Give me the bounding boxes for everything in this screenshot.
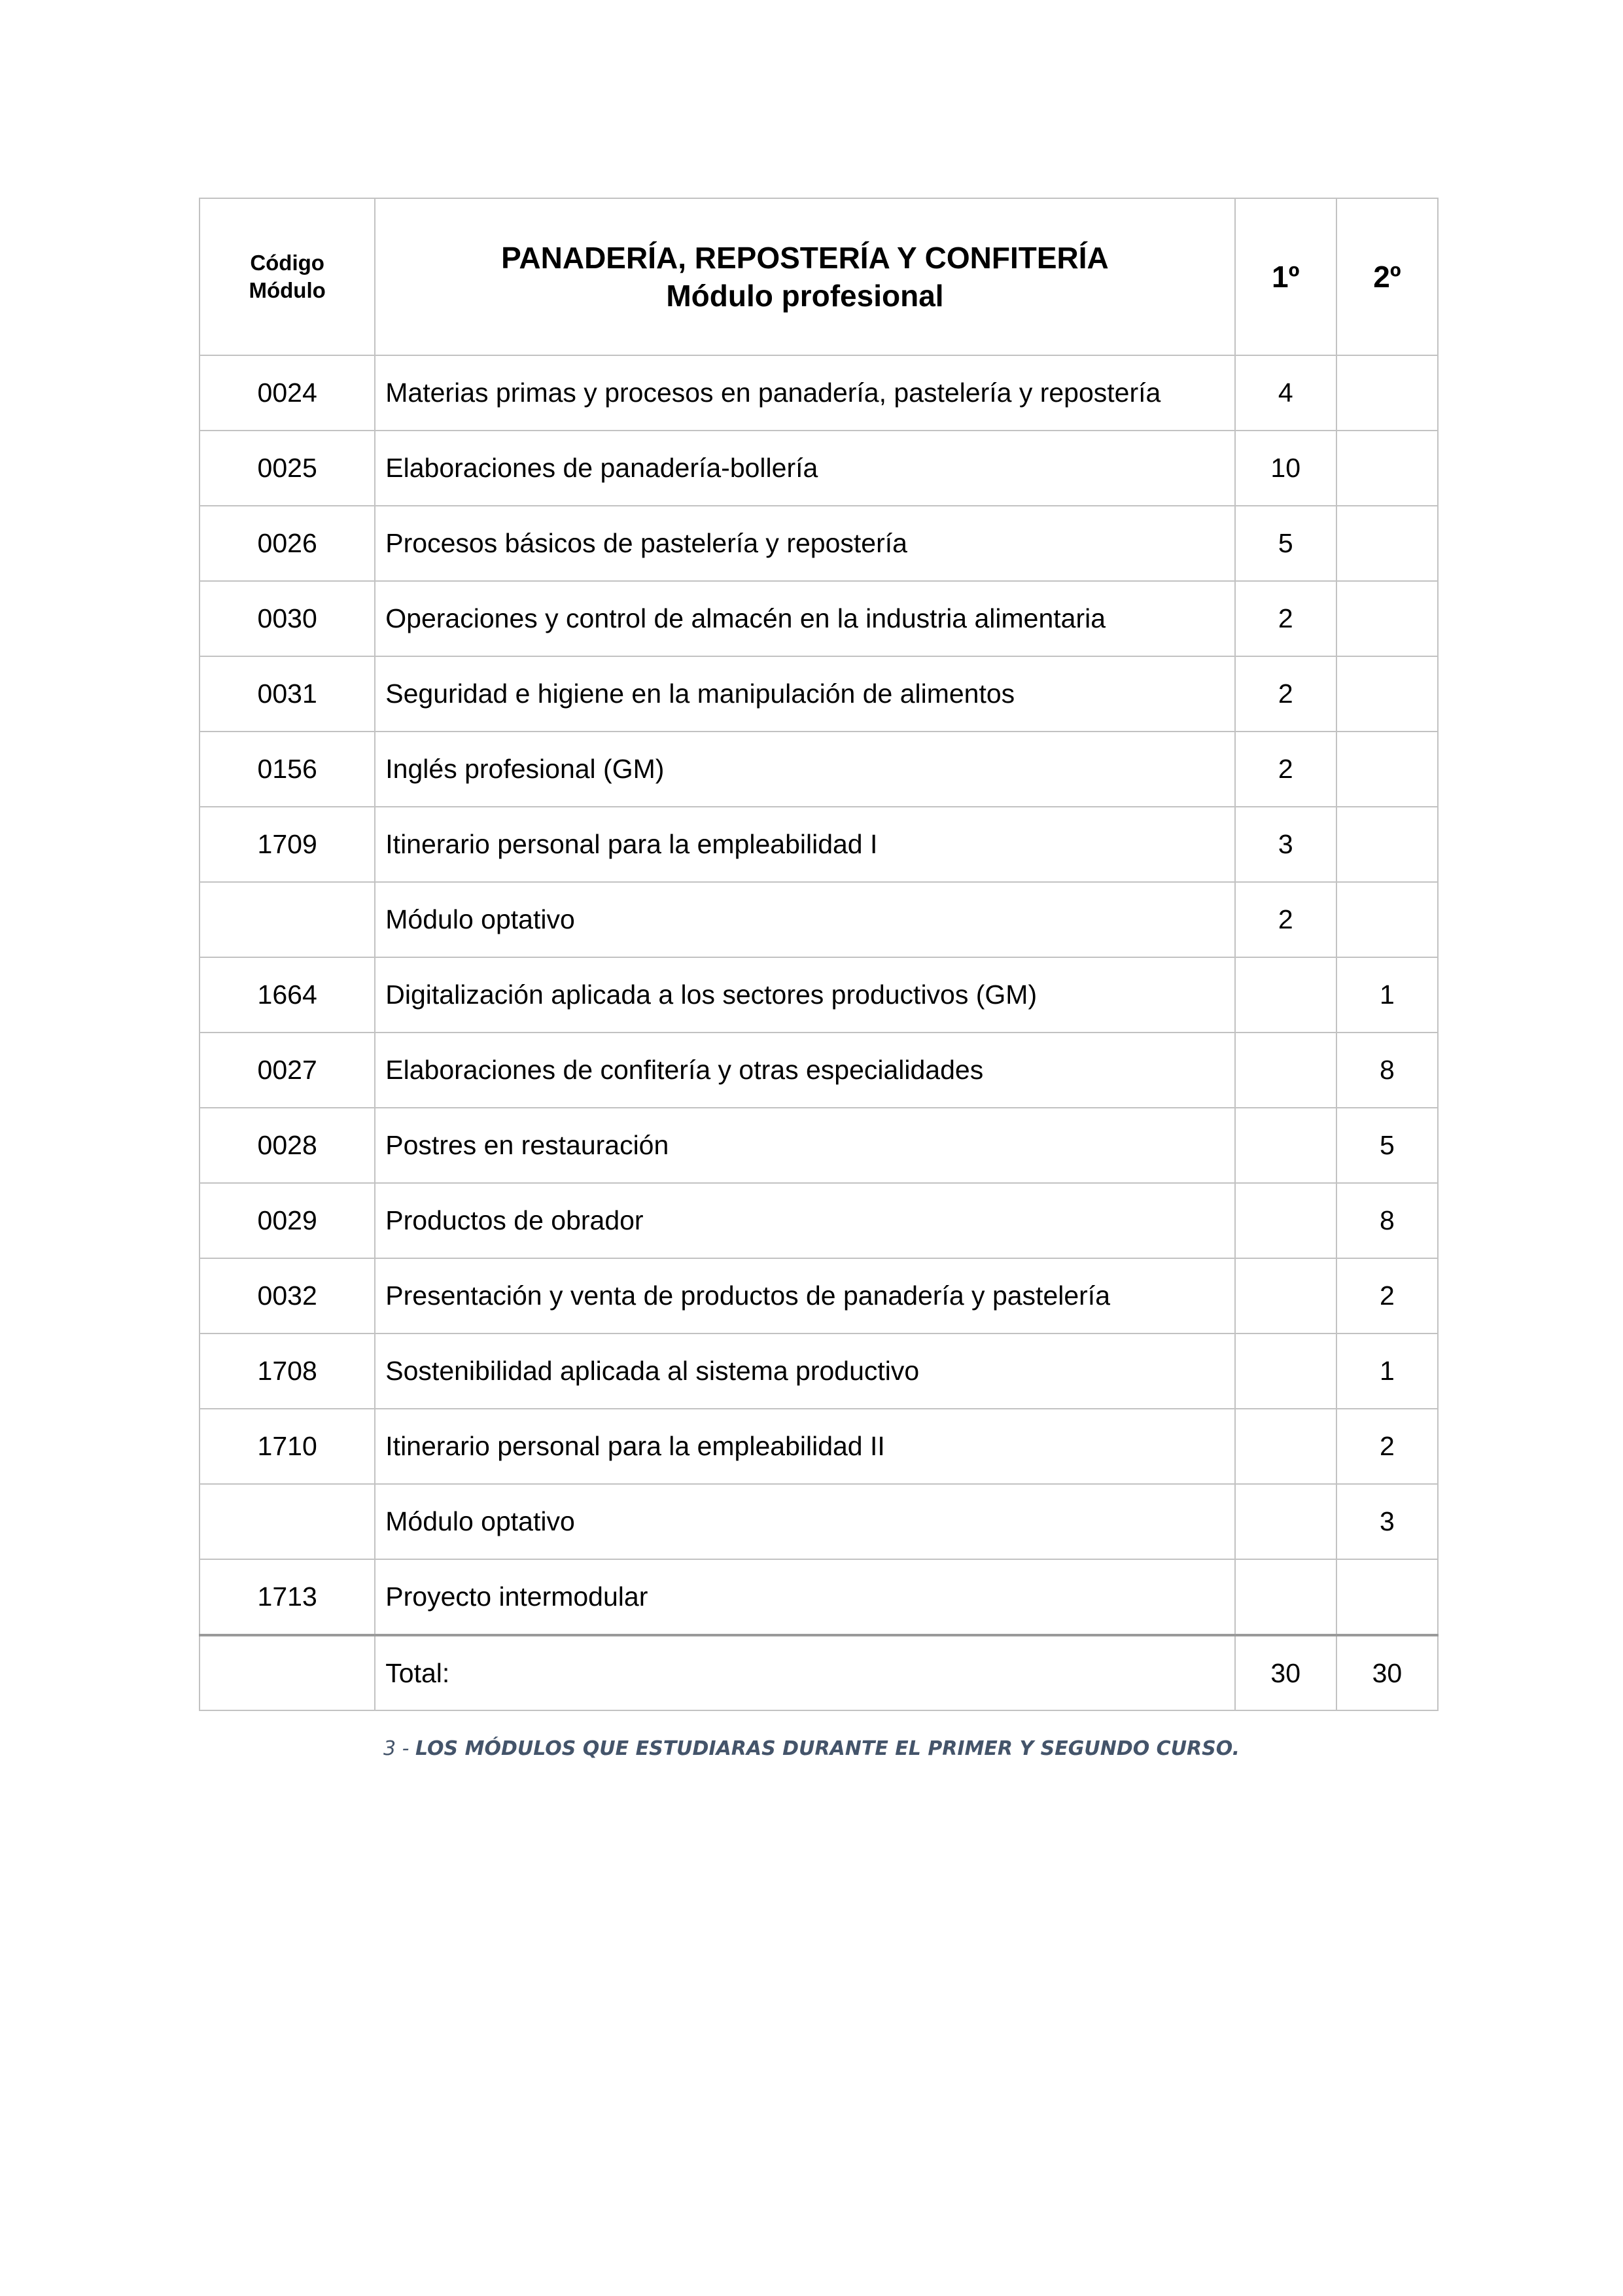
table-row bbox=[200, 1484, 1438, 1559]
module-name-cell: Elaboraciones de confitería y otras especialidades bbox=[375, 1033, 1234, 1108]
module-name-cell: Sostenibilidad aplicada al sistema productivo bbox=[375, 1333, 1234, 1409]
module-name-cell: Productos de obrador bbox=[375, 1183, 1234, 1258]
table-row bbox=[200, 1258, 1438, 1333]
table-row bbox=[200, 431, 1438, 506]
modules-table bbox=[199, 198, 1439, 1711]
year1-hours-cell bbox=[1235, 1484, 1336, 1559]
table-body bbox=[200, 355, 1438, 1635]
year1-hours-cell bbox=[1235, 1559, 1336, 1635]
table-row bbox=[200, 1409, 1438, 1484]
caption-separator: - bbox=[396, 1737, 415, 1760]
module-code-cell: 0026 bbox=[200, 506, 375, 581]
title-column-header bbox=[375, 198, 1234, 355]
table-row bbox=[200, 581, 1438, 656]
year1-hours-cell bbox=[1235, 957, 1336, 1033]
module-code-cell: 0027 bbox=[200, 1033, 375, 1108]
module-code-cell: 1710 bbox=[200, 1409, 375, 1484]
total-row bbox=[200, 1635, 1438, 1710]
year2-hours-cell: 8 bbox=[1336, 1183, 1438, 1258]
module-name-cell: Itinerario personal para la empleabilidad II bbox=[375, 1409, 1234, 1484]
year2-hours-cell: 2 bbox=[1336, 1258, 1438, 1333]
year2-hours-cell: 1 bbox=[1336, 1333, 1438, 1409]
total-label: Total: bbox=[375, 1635, 1234, 1710]
year1-hours-cell: 10 bbox=[1235, 431, 1336, 506]
module-name-cell: Proyecto intermodular bbox=[375, 1559, 1234, 1635]
code-header-line2: Módulo bbox=[249, 278, 326, 302]
year2-hours-cell: 5 bbox=[1336, 1108, 1438, 1183]
year2-hours-cell bbox=[1336, 581, 1438, 656]
table-row bbox=[200, 882, 1438, 957]
table-row bbox=[200, 1108, 1438, 1183]
module-name-cell: Procesos básicos de pastelería y repostería bbox=[375, 506, 1234, 581]
year2-hours-cell bbox=[1336, 732, 1438, 807]
code-column-header bbox=[200, 198, 375, 355]
year1-hours-cell: 3 bbox=[1235, 807, 1336, 882]
module-code-cell: 1664 bbox=[200, 957, 375, 1033]
year1-hours-cell: 2 bbox=[1235, 732, 1336, 807]
year2-hours-cell bbox=[1336, 656, 1438, 732]
year1-hours-cell bbox=[1235, 1409, 1336, 1484]
module-name-cell: Módulo optativo bbox=[375, 882, 1234, 957]
module-code-cell: 1713 bbox=[200, 1559, 375, 1635]
table-row bbox=[200, 807, 1438, 882]
year2-hours-cell: 1 bbox=[1336, 957, 1438, 1033]
module-name-cell: Inglés profesional (GM) bbox=[375, 732, 1234, 807]
caption-number: 3 bbox=[383, 1737, 396, 1760]
year2-hours-cell: 8 bbox=[1336, 1033, 1438, 1108]
table-caption bbox=[0, 1737, 1623, 1760]
module-code-cell: 0156 bbox=[200, 732, 375, 807]
table-row bbox=[200, 1033, 1438, 1108]
module-code-cell: 0028 bbox=[200, 1108, 375, 1183]
year1-hours-cell: 2 bbox=[1235, 656, 1336, 732]
year1-hours-cell bbox=[1235, 1333, 1336, 1409]
module-name-cell: Presentación y venta de productos de panadería y pastelería bbox=[375, 1258, 1234, 1333]
table-title: PANADERÍA, REPOSTERÍA Y CONFITERÍA bbox=[501, 241, 1109, 275]
module-code-cell bbox=[200, 1484, 375, 1559]
year1-hours-cell: 2 bbox=[1235, 581, 1336, 656]
module-code-cell bbox=[200, 882, 375, 957]
year1-hours-cell: 5 bbox=[1235, 506, 1336, 581]
total-code-cell bbox=[200, 1635, 375, 1710]
year2-hours-cell bbox=[1336, 506, 1438, 581]
year2-hours-cell bbox=[1336, 431, 1438, 506]
table-row bbox=[200, 732, 1438, 807]
module-code-cell: 1708 bbox=[200, 1333, 375, 1409]
module-code-cell: 0029 bbox=[200, 1183, 375, 1258]
year2-hours-cell bbox=[1336, 1559, 1438, 1635]
year1-hours-cell bbox=[1235, 1033, 1336, 1108]
year2-hours-cell bbox=[1336, 355, 1438, 431]
year1-hours-cell: 4 bbox=[1235, 355, 1336, 431]
module-name-cell: Operaciones y control de almacén en la industria alimentaria bbox=[375, 581, 1234, 656]
module-name-cell: Materias primas y procesos en panadería, pastelería y repostería bbox=[375, 355, 1234, 431]
module-name-cell: Módulo optativo bbox=[375, 1484, 1234, 1559]
module-name-cell: Postres en restauración bbox=[375, 1108, 1234, 1183]
year1-hours-cell bbox=[1235, 1108, 1336, 1183]
module-code-cell: 0024 bbox=[200, 355, 375, 431]
table-subtitle: Módulo profesional bbox=[666, 279, 944, 313]
module-name-cell: Digitalización aplicada a los sectores productivos (GM) bbox=[375, 957, 1234, 1033]
module-code-cell: 0025 bbox=[200, 431, 375, 506]
table-row bbox=[200, 506, 1438, 581]
table-row bbox=[200, 1333, 1438, 1409]
table-header-row bbox=[200, 198, 1438, 355]
module-code-cell: 0031 bbox=[200, 656, 375, 732]
module-code-cell: 1709 bbox=[200, 807, 375, 882]
year1-hours-cell bbox=[1235, 1183, 1336, 1258]
module-code-cell: 0030 bbox=[200, 581, 375, 656]
table-row bbox=[200, 1183, 1438, 1258]
year2-hours-cell bbox=[1336, 882, 1438, 957]
year2-column-header: 2º bbox=[1336, 198, 1438, 355]
module-name-cell: Elaboraciones de panadería-bollería bbox=[375, 431, 1234, 506]
module-name-cell: Itinerario personal para la empleabilidad I bbox=[375, 807, 1234, 882]
year2-hours-cell: 3 bbox=[1336, 1484, 1438, 1559]
code-header-line1: Código bbox=[250, 251, 324, 275]
year2-hours-cell bbox=[1336, 807, 1438, 882]
total-year2: 30 bbox=[1336, 1635, 1438, 1710]
module-code-cell: 0032 bbox=[200, 1258, 375, 1333]
year1-hours-cell: 2 bbox=[1235, 882, 1336, 957]
caption-text: LOS MÓDULOS QUE ESTUDIARAS DURANTE EL PRIMER Y SEGUNDO CURSO. bbox=[415, 1737, 1240, 1760]
total-year1: 30 bbox=[1235, 1635, 1336, 1710]
year2-hours-cell: 2 bbox=[1336, 1409, 1438, 1484]
table-row bbox=[200, 656, 1438, 732]
table-row bbox=[200, 1559, 1438, 1635]
table-row bbox=[200, 957, 1438, 1033]
module-name-cell: Seguridad e higiene en la manipulación de alimentos bbox=[375, 656, 1234, 732]
table-row bbox=[200, 355, 1438, 431]
year1-column-header: 1º bbox=[1235, 198, 1336, 355]
year1-hours-cell bbox=[1235, 1258, 1336, 1333]
